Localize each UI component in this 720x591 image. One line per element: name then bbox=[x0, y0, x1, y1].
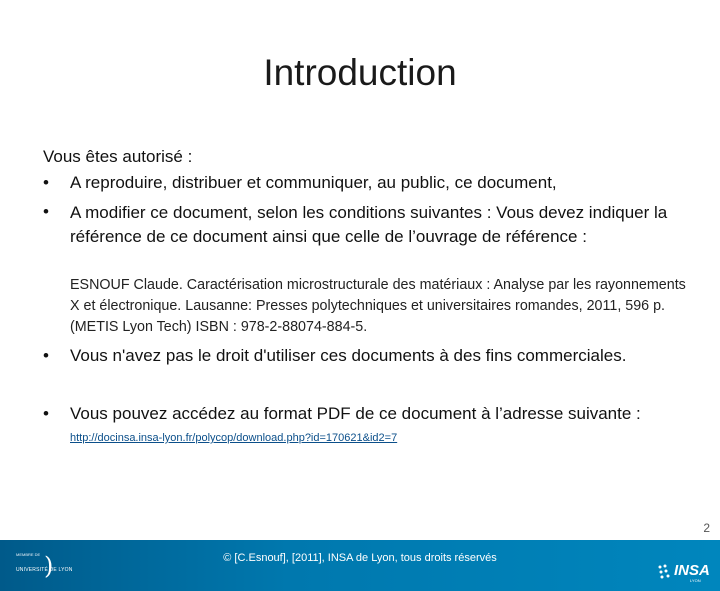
slide-title: Introduction bbox=[263, 52, 457, 93]
logo-parenthesis-icon: ) bbox=[44, 552, 54, 580]
bullet-text: Vous pouvez accédez au format PDF de ce document à l’adresse suivante : bbox=[70, 404, 641, 423]
logo-university-text: UNIVERSITÉ DE LYON bbox=[16, 567, 73, 573]
bullet-icon: • bbox=[43, 173, 49, 192]
insa-logo bbox=[652, 560, 710, 586]
logo-member-text: MEMBRE DE bbox=[16, 552, 41, 557]
bullet-text: A reproduire, distribuer et communiquer, au public, ce document, bbox=[70, 173, 557, 192]
reference-citation: ESNOUF Claude. Caractérisation microstructurale des matériaux : Analyse par les rayonnements X et électronique. Lausanne: Presses polytechniques et universitaires romandes, 2011, 596 p. (METIS Lyon Tech) ISBN : 978-2-88074-884-5. bbox=[70, 277, 686, 335]
bullet-text: Vous n'avez pas le droit d'utiliser ces documents à des fins commerciales. bbox=[70, 346, 627, 365]
intro-text: Vous êtes autorisé : bbox=[43, 147, 193, 166]
insa-wordmark: INSA bbox=[674, 562, 710, 579]
insa-sub-text: LYON bbox=[690, 578, 701, 583]
pdf-download-link[interactable]: http://docinsa.insa-lyon.fr/polycop/download.php?id=170621&id2=7 bbox=[70, 432, 398, 444]
bullet-icon: • bbox=[43, 404, 49, 423]
footer-background bbox=[0, 540, 720, 591]
bullet-text: A modifier ce document, selon les conditions suivantes : Vous devez indiquer la référence de ce document ainsi que celle de l’ouvrage de référence : bbox=[70, 203, 668, 246]
bullet-icon: • bbox=[43, 202, 49, 221]
page-number: 2 bbox=[703, 521, 710, 535]
copyright-text: © [C.Esnouf], [2011], INSA de Lyon, tous droits réservés bbox=[223, 552, 497, 564]
insa-mark-icon bbox=[656, 563, 674, 581]
bullet-icon: • bbox=[43, 346, 49, 365]
footer-bar bbox=[0, 540, 720, 591]
